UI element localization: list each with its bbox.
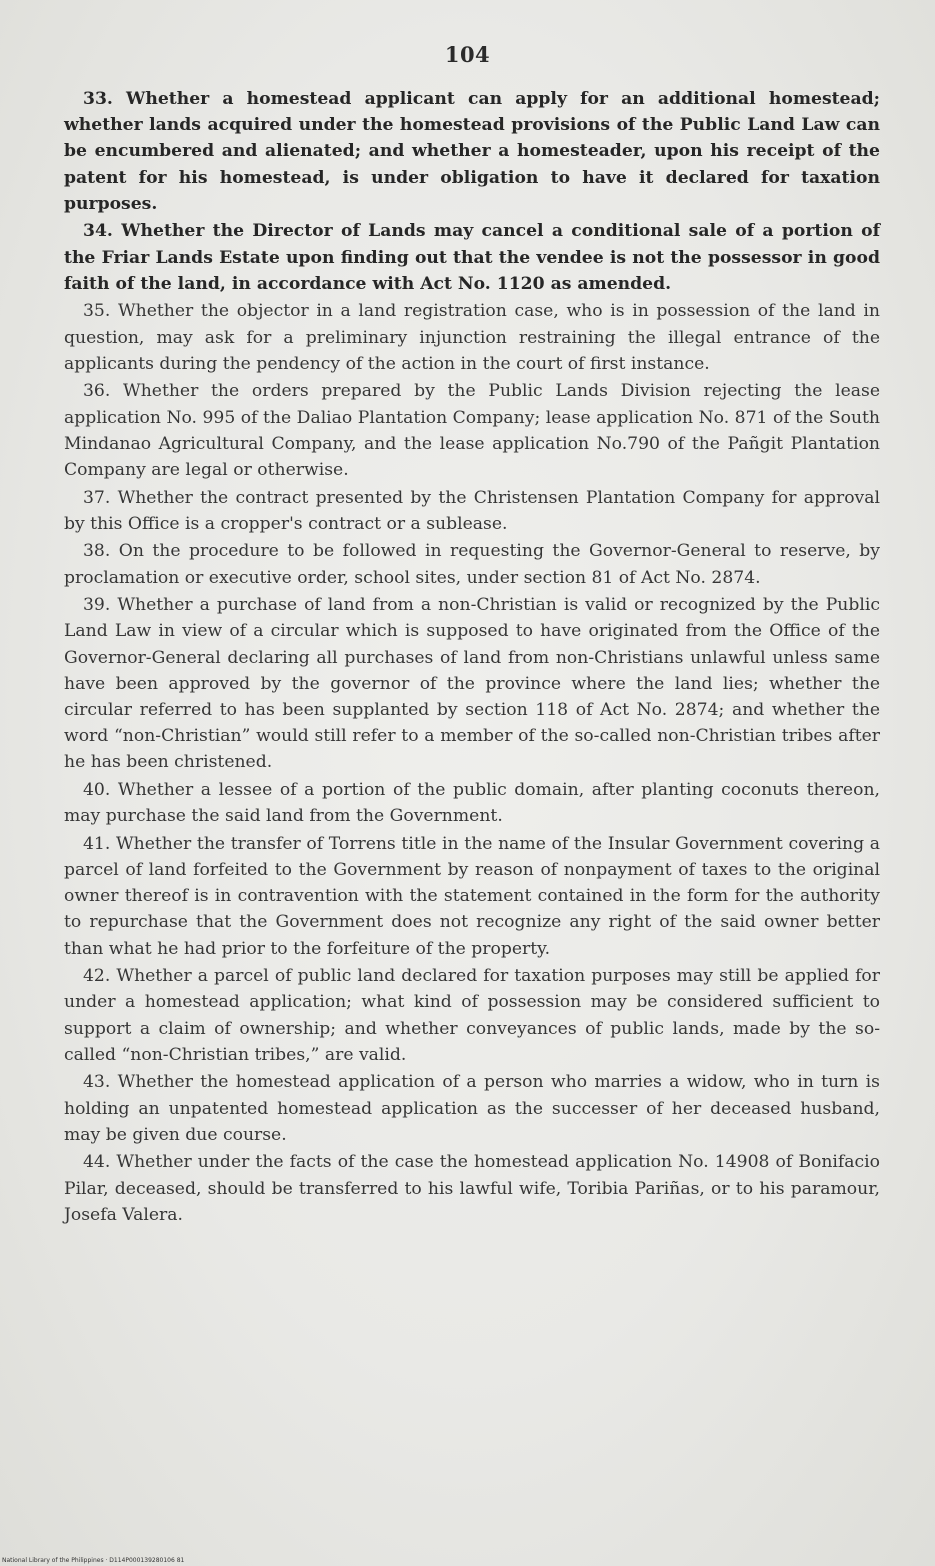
- paragraph-37: 37. Whether the contract presented by the Christensen Plantation Company for approval by this Office is a cropper's contract or a sublease.: [64, 487, 880, 534]
- paragraph-35: 35. Whether the objector in a land registration case, who is in possession of the land in question, may ask for a preliminary injunction restraining the illegal entrance of the applicants during the pendency of the action in the court of first instance.: [64, 301, 880, 374]
- scan-footer-caption: National Library of the Philippines · D114P000139280106 81: [2, 1557, 185, 1564]
- body-text: [64, 86, 880, 1229]
- paragraph-33: 33. Whether a homestead applicant can apply for an additional homestead; whether lands acquired under the homestead provisions of the Public Land Law can be encumbered and alienated; and whether a homesteader, upon his receipt of the patent for his homestead, is under obligation to have it declared for taxation purposes.: [64, 89, 880, 214]
- paragraph-42: 42. Whether a parcel of public land declared for taxation purposes may still be applied for under a homestead application; what kind of possession may be considered sufficient to support a claim of ownership; and whether conveyances of public lands, made by the so-called “non-Christian tribes,” are valid.: [64, 966, 880, 1065]
- paragraph-40: 40. Whether a lessee of a portion of the public domain, after planting coconuts thereon, may purchase the said land from the Government.: [64, 780, 880, 827]
- paragraph-43: 43. Whether the homestead application of a person who marries a widow, who in turn is holding an unpatented homestead application as the successer of her deceased husband, may be given due course.: [64, 1072, 880, 1145]
- paragraph-36: 36. Whether the orders prepared by the Public Lands Division rejecting the lease application No. 995 of the Daliao Plantation Company; lease application No. 871 of the South Mindanao Agricultural Company, and the lease application No.790 of the Pañgit Plantation Company are legal or otherwise.: [64, 381, 880, 481]
- paragraph-38: 38. On the procedure to be followed in requesting the Governor-General to reserve, by proclamation or executive order, school sites, under section 81 of Act No. 2874.: [64, 541, 880, 588]
- paragraph-44: 44. Whether under the facts of the case the homestead application No. 14908 of Bonifacio Pilar, deceased, should be transferred to his lawful wife, Toribia Pariñas, or to his paramour, Josefa Valera.: [64, 1152, 880, 1225]
- paragraph-34: 34. Whether the Director of Lands may cancel a conditional sale of a portion of the Friar Lands Estate upon finding out that the vendee is not the possessor in good faith of the land, in accordance with Act No. 1120 as amended.: [64, 221, 880, 294]
- paragraph-41: 41. Whether the transfer of Torrens title in the name of the Insular Government covering a parcel of land forfeited to the Government by reason of nonpayment of taxes to the original owner thereof is in contravention with the statement contained in the form for the authority to repurchase that the Government does not recognize any right of the said owner better than what he had prior to the forfeiture of the property.: [64, 833, 880, 959]
- paragraph-39: 39. Whether a purchase of land from a non-Christian is valid or recognized by the Public Land Law in view of a circular which is supposed to have originated from the Office of the Governor-General declaring all purchases of land from non-Christians unlawful unless same have been approved by the governor of the province where the land lies; whether the circular referred to has been supplanted by section 118 of Act No. 2874; and whether the word “non-Christian” would still refer to a member of the so-called non-Christian tribes after he has been christened.: [64, 595, 880, 773]
- page-number: 104: [444, 42, 491, 67]
